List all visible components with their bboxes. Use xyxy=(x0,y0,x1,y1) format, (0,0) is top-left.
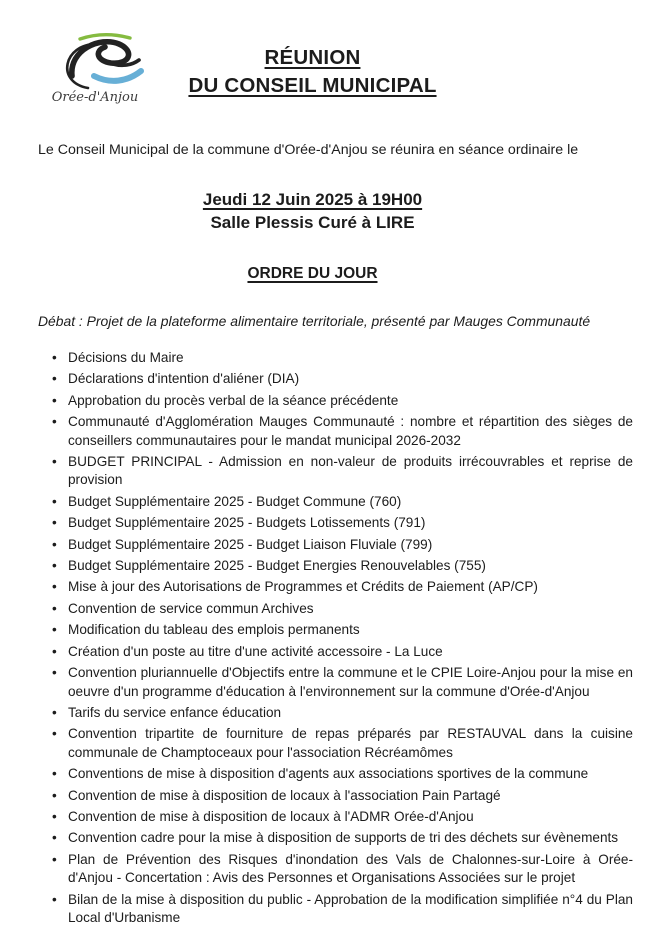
agenda-item xyxy=(38,453,633,490)
oree-danjou-logo xyxy=(40,30,150,105)
bullet-icon: • xyxy=(52,726,57,742)
agenda-item-text: Mise à jour des Autorisations de Programmes et Crédits de Paiement (AP/CP) xyxy=(68,579,538,595)
agenda-item-text: BUDGET PRINCIPAL - Admission en non-valeur de produits irrécouvrables et reprise de provision xyxy=(68,454,633,488)
agenda-item-text: Bilan de la mise à disposition du public - Approbation de la modification simplifiée n°4 du Plan Local d'Urbanisme xyxy=(68,891,633,925)
bullet-icon: • xyxy=(52,891,57,907)
bullet-icon: • xyxy=(52,643,57,659)
agenda-item xyxy=(38,808,633,826)
agenda-item-text: Convention tripartite de fourniture de repas préparés par RESTAUVAL dans la cuisine communale de Champtoceaux pour l'association Récréamômes xyxy=(68,726,633,760)
bullet-icon: • xyxy=(52,600,57,616)
agenda-item-text: Convention de service commun Archives xyxy=(68,600,314,616)
bullet-icon: • xyxy=(52,830,57,846)
bullet-icon: • xyxy=(52,579,57,595)
bullet-icon: • xyxy=(52,493,57,509)
agenda-item xyxy=(38,536,633,554)
agenda-item xyxy=(38,621,633,639)
title-line-2: DU CONSEIL MUNICIPAL xyxy=(188,74,437,97)
agenda-item xyxy=(38,725,633,762)
agenda-item xyxy=(38,514,633,532)
agenda-item-text: Approbation du procès verbal de la séance précédente xyxy=(68,392,399,408)
bullet-icon: • xyxy=(52,704,57,720)
bullet-icon: • xyxy=(52,371,57,387)
agenda-item-text: Création d'un poste au titre d'une activité accessoire - La Luce xyxy=(68,643,443,659)
agenda-item xyxy=(38,664,633,701)
meeting-datetime: Jeudi 12 Juin 2025 à 19H00 xyxy=(202,190,423,209)
agenda-item-text: Tarifs du service enfance éducation xyxy=(68,704,282,720)
agenda-item xyxy=(38,578,633,596)
debate-note: Débat : Projet de la plateforme alimentaire territoriale, présenté par Mauges Communauté xyxy=(38,313,591,329)
agenda-item-text: Modification du tableau des emplois permanents xyxy=(68,622,360,638)
bullet-icon: • xyxy=(52,515,57,531)
bullet-icon: • xyxy=(52,808,57,824)
bullet-icon: • xyxy=(52,558,57,574)
agenda-item-text: Budget Supplémentaire 2025 - Budget Commune (760) xyxy=(68,493,402,509)
agenda-item-text: Budget Supplémentaire 2025 - Budget Liaison Fluviale (799) xyxy=(68,536,433,552)
bullet-icon: • xyxy=(52,536,57,552)
agenda-item xyxy=(38,392,633,410)
logo-graphic xyxy=(42,30,148,94)
agenda-item-text: Déclarations d'intention d'aliéner (DIA) xyxy=(68,371,300,387)
agenda-item xyxy=(38,851,633,888)
agenda-item-text: Convention pluriannuelle d'Objectifs entre la commune et le CPIE Loire-Anjou pour la mise en oeuvre d'un programme d'éducation à l'environnement sur la commune d'Orée-d'Anjou xyxy=(68,665,633,699)
agenda-item xyxy=(38,765,633,783)
agenda-item-text: Décisions du Maire xyxy=(68,350,184,365)
meeting-details xyxy=(38,188,587,234)
agenda-item xyxy=(38,600,633,618)
bullet-icon: • xyxy=(52,454,57,470)
agenda-list xyxy=(38,349,633,927)
agenda-item xyxy=(38,891,633,928)
agenda-item-text: Budget Supplémentaire 2025 - Budgets Lotissements (791) xyxy=(68,515,426,531)
logo-arc-green xyxy=(80,35,130,39)
agenda-item xyxy=(38,370,633,388)
bullet-icon: • xyxy=(52,622,57,638)
bullet-icon: • xyxy=(52,787,57,803)
logo-wordmark: Orée-d'Anjou xyxy=(51,90,139,105)
bullet-icon: • xyxy=(52,350,57,365)
bullet-icon: • xyxy=(52,766,57,782)
agenda-item-text: Conventions de mise à disposition d'agents aux associations sportives de la commune xyxy=(68,766,589,782)
title-line-1: RÉUNION xyxy=(264,46,361,69)
bullet-icon: • xyxy=(52,851,57,867)
meeting-location: Salle Plessis Curé à LIRE xyxy=(210,213,415,232)
agenda-heading: ORDRE DU JOUR xyxy=(247,265,378,282)
agenda-item-text: Convention de mise à disposition de locaux à l'association Pain Partagé xyxy=(68,787,501,803)
logo-stroke-blue xyxy=(94,71,141,81)
agenda-item xyxy=(38,829,633,847)
agenda-item-text: Plan de Prévention des Risques d'inondation des Vals de Chalonnes-sur-Loire à Orée-d'Anjou - Concertation : Avis des Personnes et Organisations Associées sur le projet xyxy=(68,851,633,886)
agenda-item xyxy=(38,349,633,367)
agenda-item xyxy=(38,643,633,661)
agenda-item-text: Communauté d'Agglomération Mauges Communauté : nombre et répartition des sièges de conseillers communautaires pour le mandat municipal 2026-2032 xyxy=(68,414,633,448)
agenda-item-text: Convention cadre pour la mise à disposition de supports de tri des déchets sur évènements xyxy=(68,830,619,846)
bullet-icon: • xyxy=(52,665,57,681)
bullet-icon: • xyxy=(52,414,57,430)
agenda-item xyxy=(38,557,633,575)
agenda-item-text: Budget Supplémentaire 2025 - Budget Energies Renouvelables (755) xyxy=(68,558,486,574)
intro-paragraph: Le Conseil Municipal de la commune d'Orée-d'Anjou se réunira en séance ordinaire le xyxy=(38,142,579,158)
agenda-item-text: Convention de mise à disposition de locaux à l'ADMR Orée-d'Anjou xyxy=(68,808,474,824)
bullet-icon: • xyxy=(52,392,57,408)
agenda-item xyxy=(38,413,633,450)
agenda-item xyxy=(38,704,633,722)
agenda-item xyxy=(38,787,633,805)
agenda-item xyxy=(38,493,633,511)
